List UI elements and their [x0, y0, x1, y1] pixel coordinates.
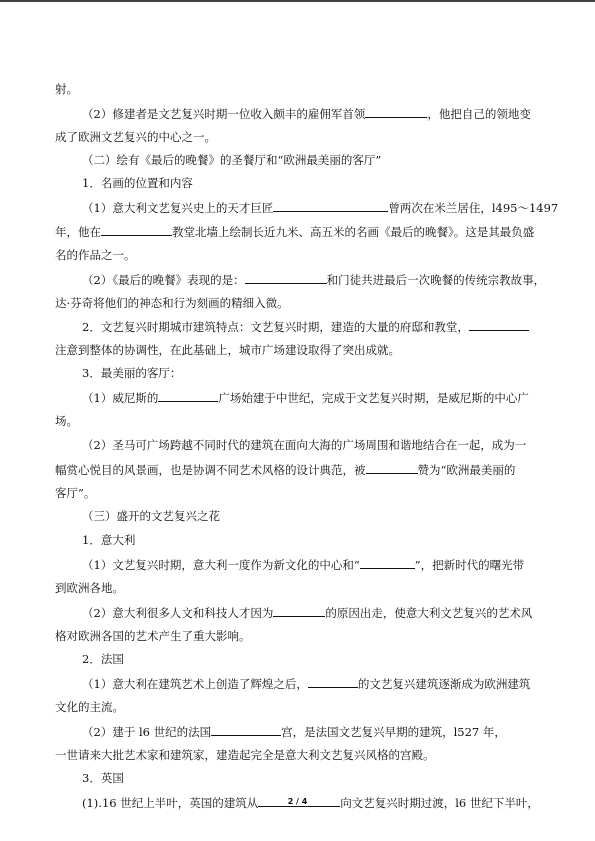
text-line [82, 724, 506, 739]
text-line [82, 676, 530, 691]
text-line [55, 414, 78, 428]
text-segment: 成了欧洲文艺复兴的中心之一。 [55, 130, 216, 144]
text-segment: 向文艺复兴时期过渡，l6 世纪下半叶， [340, 796, 539, 810]
text-segment: （2）意大利很多人文和科技人才因为 [82, 606, 274, 620]
text-segment: 达·芬奇将他们的神态和行为刻画的精细入微。 [55, 296, 289, 310]
text-segment: 宫，是法国文艺复兴早期的建筑，l527 年， [281, 725, 506, 739]
text-segment: 场。 [55, 414, 78, 428]
text-line [55, 82, 78, 96]
text-segment: 射。 [55, 82, 78, 96]
fill-in-blank[interactable] [273, 200, 388, 212]
text-line [82, 605, 532, 620]
top-border-line [0, 0, 595, 2]
fill-in-blank[interactable] [469, 319, 529, 331]
text-segment: 3．最美丽的客厅： [82, 366, 182, 380]
text-segment: （1）威尼斯的 [82, 391, 159, 405]
text-segment: 客厅”。 [55, 486, 96, 500]
text-line [82, 390, 529, 405]
text-line [55, 343, 400, 357]
text-segment: （1）意大利文艺复兴史上的天才巨匠 [82, 201, 274, 215]
text-segment: 的文艺复兴建筑逐渐成为欧洲建筑 [357, 677, 531, 691]
text-segment: 1．名画的位置和内容 [82, 176, 193, 190]
text-segment: （2）修建者是文艺复兴时期一位收入颇丰的雇佣军首领 [82, 107, 366, 121]
text-segment: 3．英国 [82, 771, 124, 785]
text-line [55, 248, 136, 262]
text-line [55, 130, 216, 144]
fill-in-blank[interactable] [366, 462, 418, 474]
text-segment: ”，把新时代的曙光带 [414, 558, 525, 572]
text-segment: 一世请来大批艺术家和建筑家，建造起完全是意大利文艺复兴风格的宫殿。 [55, 748, 435, 762]
text-line [82, 771, 124, 785]
text-segment: 注意到整体的协调性，在此基础上，城市广场建设取得了突出成就。 [55, 343, 400, 357]
fill-in-blank[interactable] [245, 272, 327, 284]
text-line [82, 272, 545, 287]
text-line [82, 652, 124, 666]
text-segment: 幅赏心悦目的风景画，也是协调不同艺术风格的设计典范，被 [55, 463, 366, 477]
text-segment: （1）文艺复兴时期，意大利一度作为新文化的中心和“ [82, 558, 360, 572]
text-line [55, 296, 289, 310]
text-segment: 2．法国 [82, 652, 124, 666]
text-line [55, 700, 124, 714]
text-segment: 名的作品之一。 [55, 248, 136, 262]
text-segment: 到欧洲各地。 [55, 581, 124, 595]
text-segment: 1．意大利 [82, 533, 136, 547]
text-line [82, 509, 220, 523]
text-segment: （二）绘有《最后的晚餐》的圣餐厅和“欧洲最美丽的客厅” [82, 153, 382, 167]
text-segment: 教堂北墙上绘制长近九米、高五米的名画《最后的晚餐》。这是其最负盛 [172, 225, 535, 239]
text-segment: ，他把自己的领地变 [427, 107, 531, 121]
text-line [55, 629, 251, 643]
fill-in-blank[interactable] [365, 106, 427, 118]
text-segment: 广场始建于中世纪，完成于文艺复兴时期，是威尼斯的中心广 [218, 391, 529, 405]
text-segment: （三）盛开的文艺复兴之花 [82, 509, 220, 523]
text-segment: 赞为“欧洲最美丽的 [417, 463, 516, 477]
page-number: 2 / 4 [287, 797, 308, 806]
text-line [82, 557, 524, 572]
text-segment: （2）《最后的晚餐》表现的是： [82, 273, 245, 287]
text-line [82, 366, 181, 380]
fill-in-blank[interactable] [158, 390, 218, 402]
text-line [82, 533, 135, 547]
text-segment: 的原因出走，使意大利文艺复兴的艺术风 [325, 606, 533, 620]
text-line [55, 224, 534, 239]
text-line [55, 462, 515, 477]
fill-in-blank[interactable] [360, 557, 415, 569]
text-line [82, 200, 558, 215]
text-segment: 年，他在 [55, 225, 101, 239]
text-line [82, 176, 193, 190]
fill-in-blank[interactable] [101, 224, 172, 236]
fill-in-blank[interactable] [211, 724, 281, 736]
text-segment: 文化的主流。 [55, 700, 124, 714]
text-line [82, 153, 381, 167]
text-segment: （2）建于 l6 世纪的法国 [82, 725, 212, 739]
text-line [82, 438, 526, 452]
text-segment: （2）圣马可广场跨越不同时代的建筑在面向大海的广场周围和谐地结合在一起，成为一 [82, 438, 527, 452]
text-line [82, 106, 531, 121]
text-line [82, 319, 529, 334]
text-segment: 格对欧洲各国的艺术产生了重大影响。 [55, 629, 251, 643]
text-segment: 曾两次在米兰居住，l495～1497 [388, 201, 559, 215]
text-segment: 2．文艺复兴时期城市建筑特点：文艺复兴时期，建造的大量的府邸和教堂， [82, 320, 469, 334]
fill-in-blank[interactable] [308, 676, 358, 688]
text-segment: 和门徒共进最后一次晚餐的传统宗教故事， [326, 273, 546, 287]
text-line [55, 581, 124, 595]
text-segment: （1）意大利在建筑艺术上创造了辉煌之后， [82, 677, 308, 691]
text-line [55, 486, 95, 500]
text-segment: (1).16 世纪上半叶，英国的建筑从 [82, 796, 259, 810]
text-line [55, 748, 435, 762]
fill-in-blank[interactable] [273, 605, 325, 617]
